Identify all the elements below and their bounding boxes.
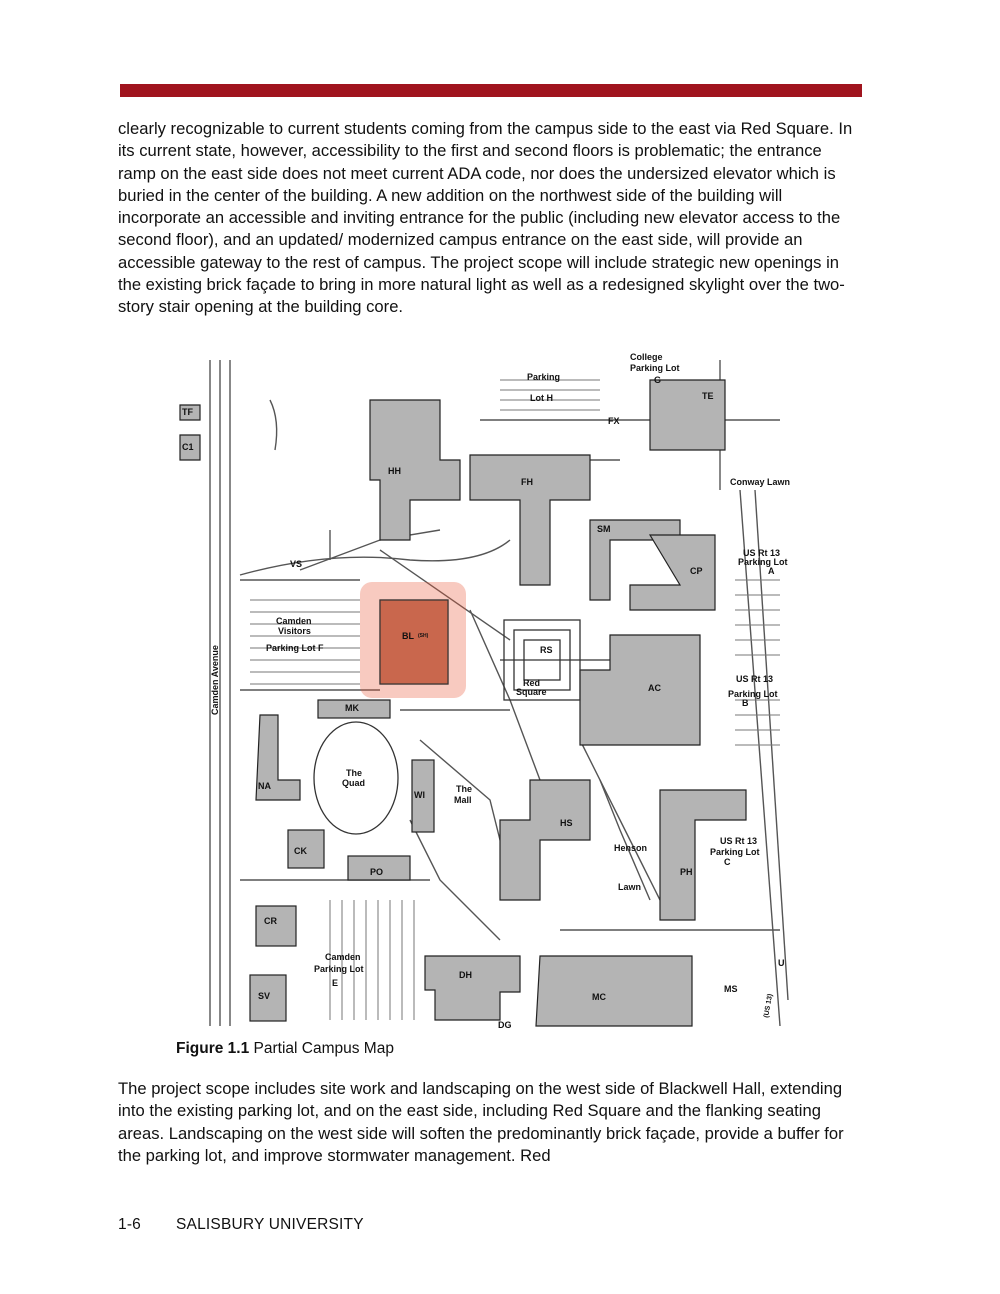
figure-caption-text: Partial Campus Map — [253, 1040, 394, 1057]
figure-caption — [176, 1040, 394, 1058]
map-label: Lawn — [618, 882, 642, 892]
map-label: A — [768, 566, 775, 576]
map-label: (US 13) — [763, 993, 775, 1019]
map-label: PO — [370, 867, 384, 877]
map-label: Square — [516, 687, 547, 697]
map-label: SM — [597, 524, 611, 534]
map-label: C1 — [182, 442, 194, 452]
map-label: C — [724, 857, 731, 867]
map-label: Red — [523, 678, 541, 688]
map-label: (SH) — [418, 633, 429, 639]
map-label: CP — [690, 566, 703, 576]
map-label: US Rt 13 — [720, 836, 758, 846]
map-label: DH — [459, 970, 472, 980]
map-label: TE — [702, 391, 714, 401]
map-label: The — [346, 768, 363, 778]
footer-organization: SALISBURY UNIVERSITY — [176, 1216, 364, 1233]
map-label: Visitors — [278, 626, 311, 636]
map-label: Quad — [342, 778, 366, 788]
map-label: Parking Lot — [738, 557, 788, 567]
map-label: US Rt 13 — [736, 674, 774, 684]
map-label: Parking Lot — [710, 847, 760, 857]
map-label: Mall — [454, 795, 472, 805]
map-label: U — [778, 958, 785, 968]
page-number: 1-6 — [118, 1216, 142, 1233]
campus-map — [180, 352, 791, 1030]
map-label: The — [456, 784, 473, 794]
map-label: US Rt 13 — [743, 548, 781, 558]
map-label: Henson — [614, 843, 648, 853]
map-label: SV — [258, 991, 271, 1001]
map-label: Parking Lot — [728, 689, 778, 699]
map-label: VS — [290, 559, 303, 569]
map-label: HS — [560, 818, 573, 828]
map-label: B — [742, 698, 749, 708]
map-label: Parking Lot — [630, 363, 680, 373]
map-label: Parking Lot — [314, 964, 364, 974]
map-label: MK — [345, 703, 359, 713]
map-label: FX — [608, 416, 620, 426]
map-label: College — [630, 352, 663, 362]
map-label: RS — [540, 645, 553, 655]
map-label: PH — [680, 867, 693, 877]
map-label: Conway Lawn — [730, 477, 791, 487]
map-label: BL — [402, 631, 414, 641]
map-label: CK — [294, 846, 307, 856]
map-label: Camden — [276, 616, 312, 626]
map-label: AC — [648, 683, 661, 693]
body-paragraph-1: clearly recognizable to current students coming from the campus side to the east via Red Square. In its current state, however, accessibility to the first and second floors is problematic; the entrance ramp on the east side does not meet current ADA code, nor does the undersized elevator which is buried in the center of the building. A new addition on the northwest side of the building will incorporate an accessible and inviting entrance for the public (including new elevator access to the second floor), and an updated/ modernized campus entrance on the east side, will provide an accessible gateway to the rest of campus. The project scope will include strategic new openings in the existing brick façade to bring in more natural light as well as a redesigned skylight over the two-story stair opening at the building core. — [118, 119, 853, 317]
map-label: E — [332, 978, 339, 988]
figure-label: Figure 1.1 — [176, 1040, 250, 1057]
map-label: NA — [258, 781, 271, 791]
map-label: G — [654, 375, 662, 385]
map-label: FH — [521, 477, 533, 487]
map-label: Camden Avenue — [210, 645, 220, 715]
map-label: DG — [498, 1020, 512, 1030]
map-label: WI — [414, 790, 425, 800]
header-rule — [120, 84, 862, 97]
body-paragraph-2: The project scope includes site work and landscaping on the west side of Blackwell Hall, extending into the existing parking lot, and on the east side, including Red Square and the flanking seating areas. Landscaping on the west side will soften the predominantly brick façade, provide a buffer for the parking lot, and improve stormwater management. Red — [118, 1079, 844, 1165]
map-label: MS — [724, 984, 738, 994]
map-label: CR — [264, 916, 277, 926]
map-label: Camden — [325, 952, 361, 962]
map-label: Parking — [527, 372, 561, 382]
map-label: TF — [182, 407, 193, 417]
map-label: Parking Lot F — [266, 643, 324, 653]
campus-map-svg — [180, 352, 791, 1030]
map-label: HH — [388, 466, 401, 476]
map-label: Lot H — [530, 393, 553, 403]
map-label: MC — [592, 992, 606, 1002]
